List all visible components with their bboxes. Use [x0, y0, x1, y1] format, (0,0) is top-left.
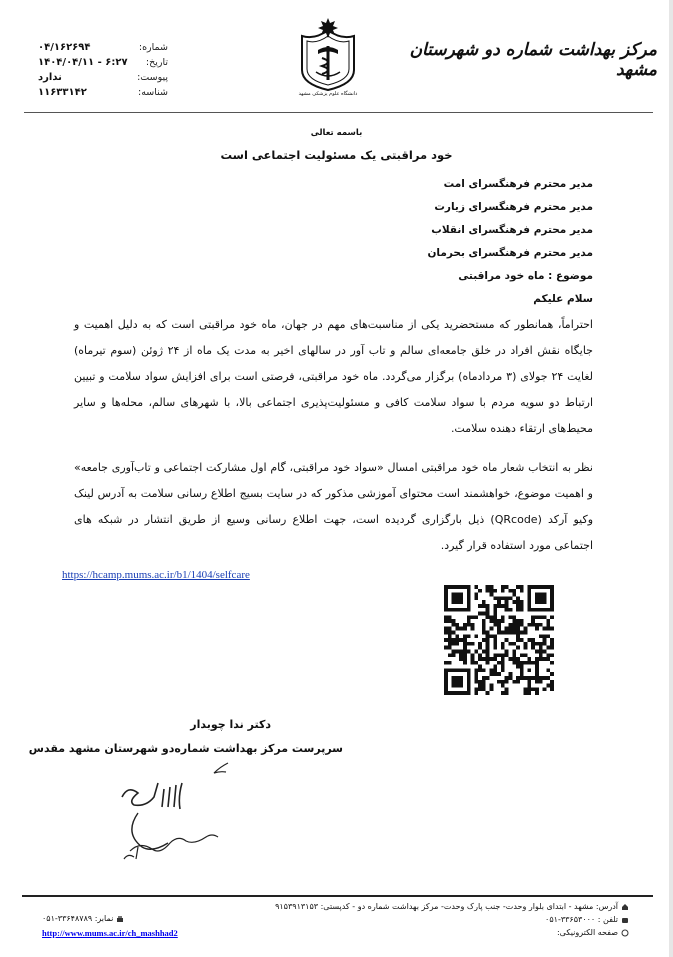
body-paragraph-1: احتراماً، همانطور که مستحضرید یکی از مناسبت‌های مهم در جهان، ماه خود مراقبتی است که به دلیل اهمیت و جایگاه نقش افراد در خلق جامعه‌ای سالم و تاب آور در سالهای اخیر به مدت یک ماه از ۲۴ ژوئن (سوم تیرماه) لغایت ۲۴ جولای (۳ مردادماه) برگزار می‌گردد. ماه خود مراقبتی، فرصتی است برای افزایش سواد سلامت و تبیین ارتباط دو سویه مردم با سواد سلامت کافی و مسئولیت‌پذیری اجتماعی بالا، با شهرهای سالم، محله‌ها و سایر محیط‌های ارتقاء دهنده سلامت. — [74, 318, 594, 435]
fax-icon — [116, 915, 124, 923]
qr-code-icon — [444, 585, 554, 695]
footer-phone-text: تلفن : ۳۳۶۵۳۰۰۰-۰۵۱ — [545, 915, 618, 924]
footer-divider — [22, 895, 653, 897]
footer-website — [557, 928, 629, 937]
recipient-item: مدیر محترم فرهنگسرای بحرمان — [427, 247, 593, 259]
meta-id-label: شناسه: — [138, 87, 168, 98]
organization-name: مرکز بهداشت شماره دو شهرستان مشهد — [409, 40, 657, 80]
address-icon — [621, 903, 629, 911]
meta-date-label: تاریخ: — [145, 57, 168, 68]
letter-meta — [38, 42, 168, 102]
meta-attachment-value: ندارد — [38, 72, 62, 83]
footer-url-link[interactable]: http://www.mums.ac.ir/ch_mashhad2 — [42, 928, 178, 938]
meta-id — [38, 87, 168, 102]
meta-date-value: ۱۴۰۴/۰۴/۱۱ - ۶:۲۷ — [38, 57, 128, 68]
recipient-item: مدیر محترم فرهنگسرای انقلاب — [431, 224, 593, 236]
recipient-item: مدیر محترم فرهنگسرای امت — [443, 178, 593, 190]
handwritten-signature-icon — [100, 755, 250, 870]
footer-fax-text: نمابر: ۳۳۶۴۸۷۸۹-۰۵۱ — [42, 914, 114, 923]
signatory-title: سرپرست مرکز بهداشت شماره‌دو شهرستان مشهد مقدس — [28, 742, 343, 755]
salutation: سلام علیکم — [533, 293, 593, 305]
meta-attachment-label: پیوست: — [137, 72, 168, 83]
meta-number — [38, 42, 168, 57]
footer-website-label: صفحه الکترونیکی: — [556, 928, 618, 937]
logo-caption: دانشگاه علوم پزشکی مشهد — [298, 91, 358, 96]
footer-fax — [42, 914, 124, 923]
phone-icon — [621, 916, 629, 924]
recipients-list — [293, 173, 593, 288]
meta-number-label: شماره: — [138, 42, 168, 53]
page-edge — [669, 0, 673, 957]
header-divider — [24, 112, 653, 113]
meta-date — [38, 57, 168, 72]
recipient-item: مدیر محترم فرهنگسرای زیارت — [434, 201, 593, 213]
meta-number-value: ۰۴/۱۶۲۶۹۴ — [38, 42, 91, 53]
globe-icon — [621, 929, 629, 937]
university-logo-icon — [296, 14, 360, 96]
signatory-name: دکتر ندا چوبدار — [190, 718, 271, 731]
bismillah: باسمه تعالی — [310, 128, 363, 138]
footer-address-text: آدرس: مشهد - ابتدای بلوار وحدت- جنب پارک وحدت- مرکز بهداشت شماره دو - کدپستی: ۹۱۵۳۹۱۳۱۵۳ — [275, 902, 618, 911]
meta-id-value: ۱۱۶۳۳۱۴۲ — [38, 87, 87, 98]
footer-phone — [545, 915, 629, 924]
body-paragraph-2: نظر به انتخاب شعار ماه خود مراقبتی امسال «سواد خود مراقبتی، گام اول مشارکت اجتماعی و تاب‌آوری جامعه» و اهمیت موضوع، خواهشمند است محتوای آموزشی مذکور که در سایت بسیج اطلاع رسانی سلامت به آدرس لینک وکیو آرکد (QRcode) ذیل بارگزاری گردیده است، جهت اطلاع رسانی وسیع از طریق انتشار در شبکه های اجتماعی مورد استفاده قرار گیرد. — [74, 461, 594, 552]
selfcare-link[interactable]: https://hcamp.mums.ac.ir/b1/1404/selfcare — [62, 569, 250, 581]
letter-subject: موضوع : ماه خود مراقبتی — [458, 270, 593, 282]
meta-attachment — [38, 72, 168, 87]
footer-address — [275, 902, 629, 911]
letter-headline: خود مراقبتی یک مسئولیت اجتماعی است — [220, 148, 453, 162]
